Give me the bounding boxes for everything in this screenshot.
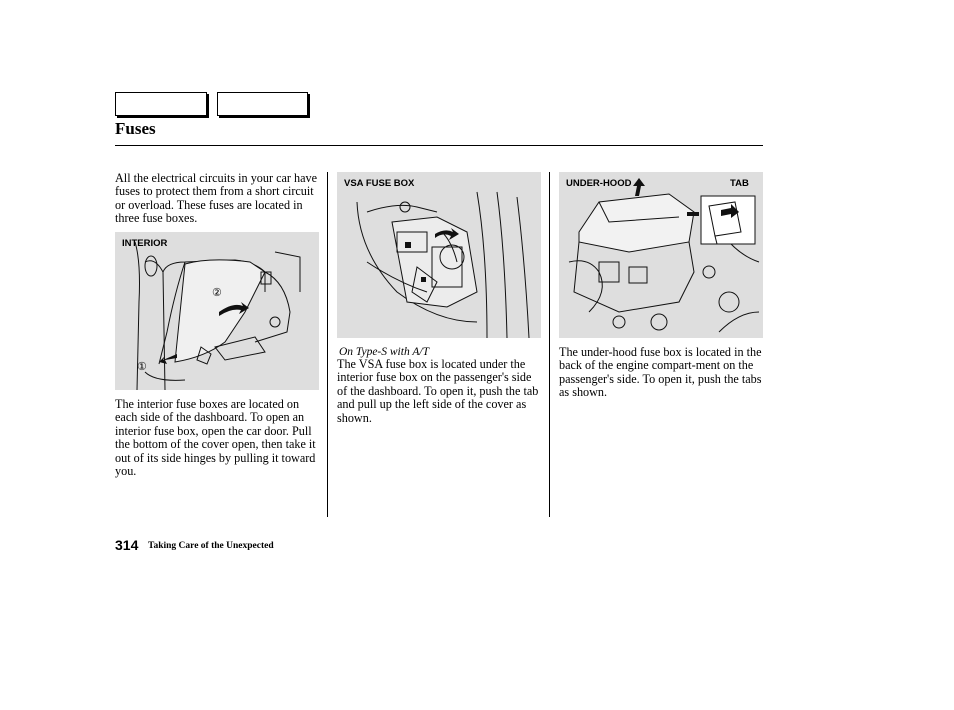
vsa-caption: On Type-S with A/T <box>339 346 429 358</box>
nav-next-box[interactable] <box>217 92 308 116</box>
vsa-fuse-paragraph: The VSA fuse box is located under the interior fuse box on the passenger's side of the dashboard. To open it, push the tab and pull up the left side of the cover as shown. <box>337 357 539 425</box>
tab-figure-label: TAB <box>730 178 749 189</box>
under-hood-fuse-box-drawing <box>559 172 763 338</box>
column-divider-2 <box>549 172 550 517</box>
nav-prev-box[interactable] <box>115 92 207 116</box>
column-divider-1 <box>327 172 328 517</box>
vsa-figure-label: VSA FUSE BOX <box>344 178 415 189</box>
page-title: Fuses <box>115 119 156 138</box>
under-hood-fuse-box-illustration <box>559 172 763 338</box>
title-divider <box>115 145 763 146</box>
interior-fuse-paragraph: The interior fuse boxes are located on each side of the dashboard. To open an interior fuse box, open the car door. Pull the bottom of the cover open, then take it out of its side hinges by pulling it toward you. <box>115 397 316 479</box>
callout-1-marker: ① <box>137 361 147 373</box>
vsa-fuse-box-illustration <box>337 172 541 338</box>
intro-paragraph: All the electrical circuits in your car have fuses to protect them from a short circuit or overload. These fuses are located in three fuse boxes. <box>115 171 318 226</box>
page-number: 314 <box>115 537 139 553</box>
vsa-fuse-box-drawing <box>337 172 541 338</box>
interior-figure-label: INTERIOR <box>122 238 168 249</box>
callout-2-marker: ② <box>212 287 222 299</box>
under-hood-paragraph: The under-hood fuse box is located in the back of the engine compart-ment on the passenger's side. To open it, push the tabs as shown. <box>559 345 762 400</box>
interior-fuse-box-illustration <box>115 232 319 390</box>
under-hood-figure-label: UNDER-HOOD <box>566 178 632 189</box>
section-name: Taking Care of the Unexpected <box>148 541 274 551</box>
